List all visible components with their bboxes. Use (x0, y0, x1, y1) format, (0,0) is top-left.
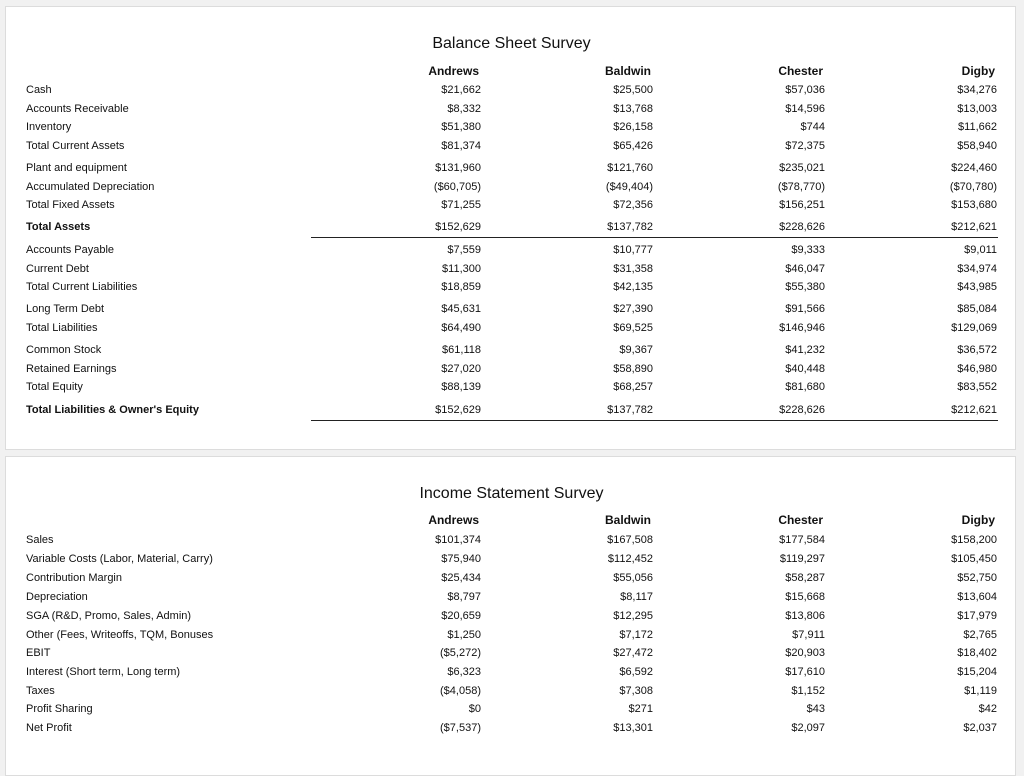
cell-digby: $58,940 (957, 140, 997, 152)
cell-chester: $235,021 (779, 162, 825, 174)
balance-sheet-panel (5, 6, 1016, 450)
balance-row-total-fixed-assets (6, 199, 1017, 217)
row-label: Retained Earnings (26, 363, 117, 375)
cell-baldwin: $10,777 (613, 244, 653, 256)
income-row-variable-costs (6, 553, 1017, 571)
cell-digby: $1,119 (964, 685, 997, 697)
cell-chester: $15,668 (785, 591, 825, 603)
cell-baldwin: $271 (628, 703, 653, 715)
cell-chester: $41,232 (785, 344, 825, 356)
cell-digby: $46,980 (957, 363, 997, 375)
cell-digby: $9,011 (964, 244, 997, 256)
cell-andrews: $7,559 (447, 244, 481, 256)
cell-digby: $129,069 (951, 322, 997, 334)
cell-andrews: $25,434 (441, 572, 481, 584)
row-label: Total Fixed Assets (26, 199, 115, 211)
cell-chester: $13,806 (785, 610, 825, 622)
row-label: Total Liabilities & Owner's Equity (26, 404, 199, 416)
cell-baldwin: ($49,404) (605, 181, 653, 193)
balance-row-inventory (6, 121, 1017, 139)
balance-row-cash (6, 84, 1017, 102)
cell-digby: $42 (978, 703, 997, 715)
balance-sheet-title: Balance Sheet Survey (432, 35, 591, 52)
row-label: EBIT (26, 647, 51, 659)
cell-baldwin: $68,257 (613, 381, 653, 393)
cell-baldwin: $7,308 (619, 685, 653, 697)
cell-digby: $105,450 (951, 553, 997, 565)
cell-andrews: $81,374 (441, 140, 481, 152)
row-label: Total Current Liabilities (26, 281, 138, 293)
cell-baldwin: $7,172 (619, 629, 653, 641)
cell-andrews: $8,332 (447, 103, 481, 115)
row-label: Current Debt (26, 263, 89, 275)
cell-baldwin: $42,135 (613, 281, 653, 293)
row-label: Common Stock (26, 344, 102, 356)
cell-andrews: $18,859 (441, 281, 481, 293)
row-label: Interest (Short term, Long term) (26, 666, 181, 678)
row-label: Contribution Margin (26, 572, 122, 584)
row-label: Accounts Payable (26, 244, 115, 256)
cell-baldwin: $27,390 (613, 303, 653, 315)
cell-chester: $146,946 (779, 322, 825, 334)
cell-digby: $13,604 (957, 591, 997, 603)
row-label: Variable Costs (Labor, Material, Carry) (26, 553, 213, 565)
cell-baldwin: $13,301 (613, 722, 653, 734)
cell-andrews: $27,020 (441, 363, 481, 375)
row-label: Profit Sharing (26, 703, 93, 715)
cell-chester: $14,596 (785, 103, 825, 115)
cell-baldwin: $26,158 (613, 121, 653, 133)
cell-digby: $212,621 (951, 404, 997, 416)
cell-andrews: $152,629 (435, 221, 481, 233)
cell-digby: $52,750 (957, 572, 997, 584)
cell-digby: $13,003 (957, 103, 997, 115)
cell-digby: $18,402 (957, 647, 997, 659)
cell-baldwin: $137,782 (607, 404, 653, 416)
cell-baldwin: $112,452 (607, 553, 653, 565)
income-statement-title: Income Statement Survey (419, 485, 604, 502)
cell-digby: ($70,780) (949, 181, 997, 193)
cell-baldwin: $69,525 (613, 322, 653, 334)
balance-row-total-liabilities (6, 322, 1017, 340)
balance-row-accounts-receivable (6, 103, 1017, 121)
cell-chester: $57,036 (785, 84, 825, 96)
column-header-digby: Digby (961, 513, 995, 527)
cell-andrews: $75,940 (441, 553, 481, 565)
row-label: Plant and equipment (26, 162, 127, 174)
column-header-andrews: Andrews (428, 513, 479, 527)
column-header-chester: Chester (778, 513, 823, 527)
cell-digby: $36,572 (957, 344, 997, 356)
row-label: Accounts Receivable (26, 103, 129, 115)
total-equity-divider (311, 420, 998, 421)
income-row-net-profit (6, 722, 1017, 740)
cell-chester: $20,903 (785, 647, 825, 659)
balance-row-retained-earnings (6, 363, 1017, 381)
cell-baldwin: $13,768 (613, 103, 653, 115)
cell-andrews: $6,323 (447, 666, 481, 678)
column-header-chester: Chester (778, 64, 823, 78)
row-label: Other (Fees, Writeoffs, TQM, Bonuses (26, 629, 214, 641)
balance-row-total-current-assets (6, 140, 1017, 158)
row-label: Total Current Assets (26, 140, 125, 152)
cell-chester: $2,097 (791, 722, 825, 734)
row-label: Total Liabilities (26, 322, 98, 334)
row-label: Depreciation (26, 591, 88, 603)
cell-digby: $2,765 (963, 629, 997, 641)
column-header-baldwin: Baldwin (604, 64, 651, 78)
cell-chester: $228,626 (779, 404, 825, 416)
cell-chester: $744 (800, 121, 825, 133)
cell-baldwin: $6,592 (619, 666, 653, 678)
cell-chester: $9,333 (791, 244, 825, 256)
balance-row-accounts-payable (6, 244, 1017, 262)
cell-digby: $153,680 (951, 199, 997, 211)
cell-andrews: $21,662 (441, 84, 481, 96)
cell-andrews: ($60,705) (433, 181, 481, 193)
row-label: Sales (26, 534, 54, 546)
cell-digby: $2,037 (963, 722, 997, 734)
income-row-sga (6, 610, 1017, 628)
cell-chester: $228,626 (779, 221, 825, 233)
cell-chester: ($78,770) (777, 181, 825, 193)
cell-andrews: $20,659 (441, 610, 481, 622)
row-label: Taxes (26, 685, 55, 697)
cell-chester: $43 (806, 703, 825, 715)
balance-row-long-term-debt (6, 303, 1017, 321)
cell-chester: $91,566 (785, 303, 825, 315)
balance-row-current-debt (6, 263, 1017, 281)
income-row-contribution-margin (6, 572, 1017, 590)
cell-andrews: $61,118 (442, 344, 481, 356)
cell-digby: $34,974 (957, 263, 997, 275)
cell-baldwin: $31,358 (613, 263, 653, 275)
income-row-sales (6, 534, 1017, 552)
balance-row-total-current-liabilities (6, 281, 1017, 299)
row-label: Inventory (26, 121, 72, 133)
row-label: Long Term Debt (26, 303, 105, 315)
total-assets-divider (311, 237, 998, 238)
balance-row-common-stock (6, 344, 1017, 362)
cell-digby: $15,204 (957, 666, 997, 678)
cell-baldwin: $58,890 (613, 363, 653, 375)
cell-andrews: $11,300 (442, 263, 481, 275)
cell-chester: $81,680 (785, 381, 825, 393)
cell-digby: $43,985 (957, 281, 997, 293)
balance-row-accumulated-depreciation (6, 181, 1017, 199)
cell-chester: $1,152 (791, 685, 825, 697)
row-label: Total Assets (26, 221, 91, 233)
cell-chester: $17,610 (785, 666, 825, 678)
cell-andrews: $45,631 (441, 303, 481, 315)
cell-andrews: $152,629 (435, 404, 481, 416)
cell-chester: $177,584 (779, 534, 825, 546)
cell-digby: $83,552 (957, 381, 997, 393)
cell-digby: $11,662 (958, 121, 997, 133)
cell-baldwin: $55,056 (613, 572, 653, 584)
column-header-digby: Digby (961, 64, 995, 78)
column-header-andrews: Andrews (428, 64, 479, 78)
cell-andrews: $101,374 (435, 534, 481, 546)
income-row-other (6, 629, 1017, 647)
cell-baldwin: $137,782 (607, 221, 653, 233)
balance-row-total-equity (6, 381, 1017, 399)
cell-andrews: ($5,272) (440, 647, 481, 659)
cell-chester: $72,375 (785, 140, 825, 152)
row-label: Cash (26, 84, 52, 96)
cell-andrews: ($7,537) (440, 722, 481, 734)
balance-row-plant-and-equipment (6, 162, 1017, 180)
cell-digby: $85,084 (957, 303, 997, 315)
income-row-ebit (6, 647, 1017, 665)
cell-andrews: $8,797 (447, 591, 481, 603)
cell-baldwin: $65,426 (613, 140, 653, 152)
income-row-taxes (6, 685, 1017, 703)
income-row-interest (6, 666, 1017, 684)
cell-digby: $17,979 (957, 610, 997, 622)
cell-chester: $156,251 (779, 199, 825, 211)
cell-baldwin: $25,500 (613, 84, 653, 96)
cell-digby: $158,200 (951, 534, 997, 546)
cell-baldwin: $9,367 (619, 344, 653, 356)
cell-baldwin: $27,472 (613, 647, 653, 659)
cell-digby: $212,621 (951, 221, 997, 233)
cell-andrews: $64,490 (441, 322, 481, 334)
cell-digby: $34,276 (957, 84, 997, 96)
cell-andrews: $1,250 (447, 629, 481, 641)
cell-baldwin: $121,760 (607, 162, 653, 174)
row-label: Net Profit (26, 722, 72, 734)
cell-chester: $55,380 (785, 281, 825, 293)
cell-chester: $58,287 (785, 572, 825, 584)
cell-baldwin: $167,508 (607, 534, 653, 546)
cell-chester: $46,047 (785, 263, 825, 275)
cell-baldwin: $72,356 (613, 199, 653, 211)
cell-chester: $40,448 (785, 363, 825, 375)
row-label: SGA (R&D, Promo, Sales, Admin) (26, 610, 192, 622)
cell-andrews: $0 (468, 703, 481, 715)
column-header-baldwin: Baldwin (604, 513, 651, 527)
cell-andrews: $51,380 (441, 121, 481, 133)
cell-baldwin: $12,295 (613, 610, 653, 622)
cell-andrews: ($4,058) (440, 685, 481, 697)
cell-digby: $224,460 (951, 162, 997, 174)
cell-chester: $119,297 (779, 553, 825, 565)
row-label: Accumulated Depreciation (26, 181, 155, 193)
cell-andrews: $131,960 (435, 162, 481, 174)
income-row-depreciation (6, 591, 1017, 609)
income-statement-panel (5, 456, 1016, 776)
row-label: Total Equity (26, 381, 83, 393)
cell-andrews: $71,255 (441, 199, 481, 211)
cell-andrews: $88,139 (441, 381, 481, 393)
cell-baldwin: $8,117 (620, 591, 653, 603)
cell-chester: $7,911 (792, 629, 825, 641)
income-row-profit-sharing (6, 703, 1017, 721)
